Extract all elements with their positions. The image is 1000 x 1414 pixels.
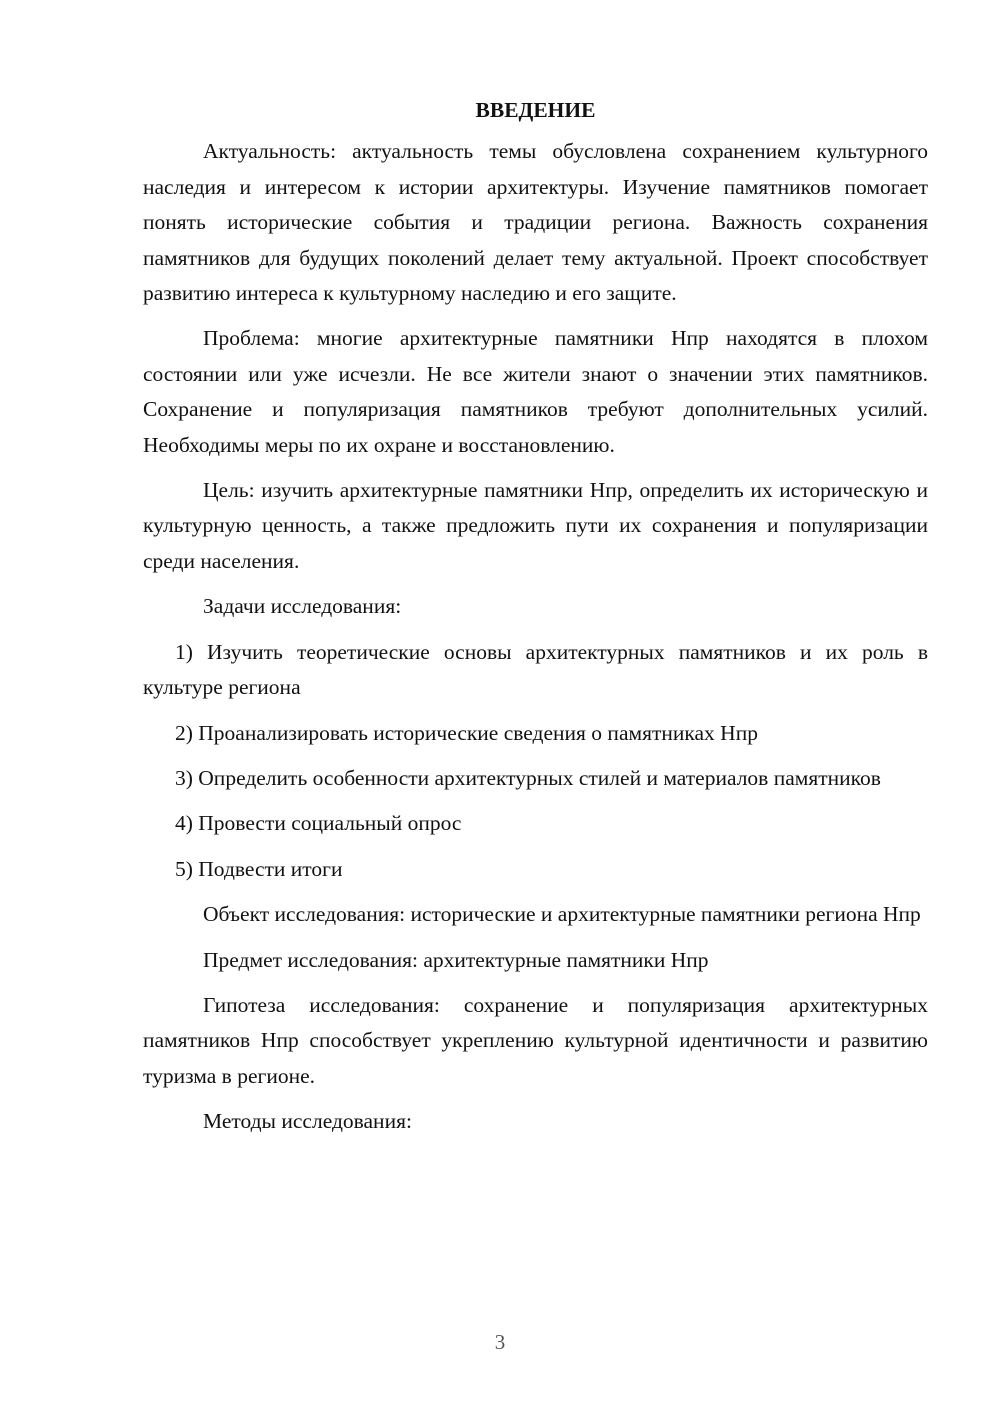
paragraph-problem: Проблема: многие архитектурные памятники Нпр находятся в плохом состоянии или уже исчезли. Не все жители знают о значении этих памятников. Сохранение и популяризация памятников требуют дополнительных усилий. Необходимы меры по их охране и восстановлению. <box>143 326 928 457</box>
page-number: 3 <box>494 1330 506 1354</box>
paragraph-relevance: Актуальность: актуальность темы обусловлена сохранением культурного наследия и интересом к истории архитектуры. Изучение памятников помогает понять исторические события и традиции региона. Важность сохранения памятников для будущих поколений делает тему актуальной. Проект способствует развитию интереса к культурному наследию и его защите. <box>143 139 928 306</box>
paragraph-hypothesis: Гипотеза исследования: сохранение и популяризация архитектурных памятников Нпр способствует укреплению культурной идентичности и развитию туризма в регионе. <box>143 992 928 1088</box>
page-content <box>143 93 928 1150</box>
paragraph-goal: Цель: изучить архитектурные памятники Нпр, определить их историческую и культурную ценность, а также предложить пути их сохранения и популяризации среди населения. <box>143 478 928 573</box>
page-title: ВВЕДЕНИЕ <box>475 98 596 122</box>
task-item-4: 4) Провести социальный опрос <box>175 811 462 836</box>
tasks-heading: Задачи исследования: <box>203 594 402 619</box>
task-item-3: 3) Определить особенности архитектурных стилей и материалов памятников <box>175 765 881 790</box>
paragraph-subject: Предмет исследования: архитектурные памятники Нпр <box>203 947 709 972</box>
task-item-2: 2) Проанализировать исторические сведения о памятниках Нпр <box>175 720 758 745</box>
paragraph-methods: Методы исследования: <box>203 1109 412 1134</box>
paragraph-object: Объект исследования: исторические и архитектурные памятники региона Нпр <box>203 902 921 927</box>
task-item-5: 5) Подвести итоги <box>175 856 343 881</box>
task-item-1: 1) Изучить теоретические основы архитектурных памятников и их роль в культуре региона <box>143 639 928 700</box>
